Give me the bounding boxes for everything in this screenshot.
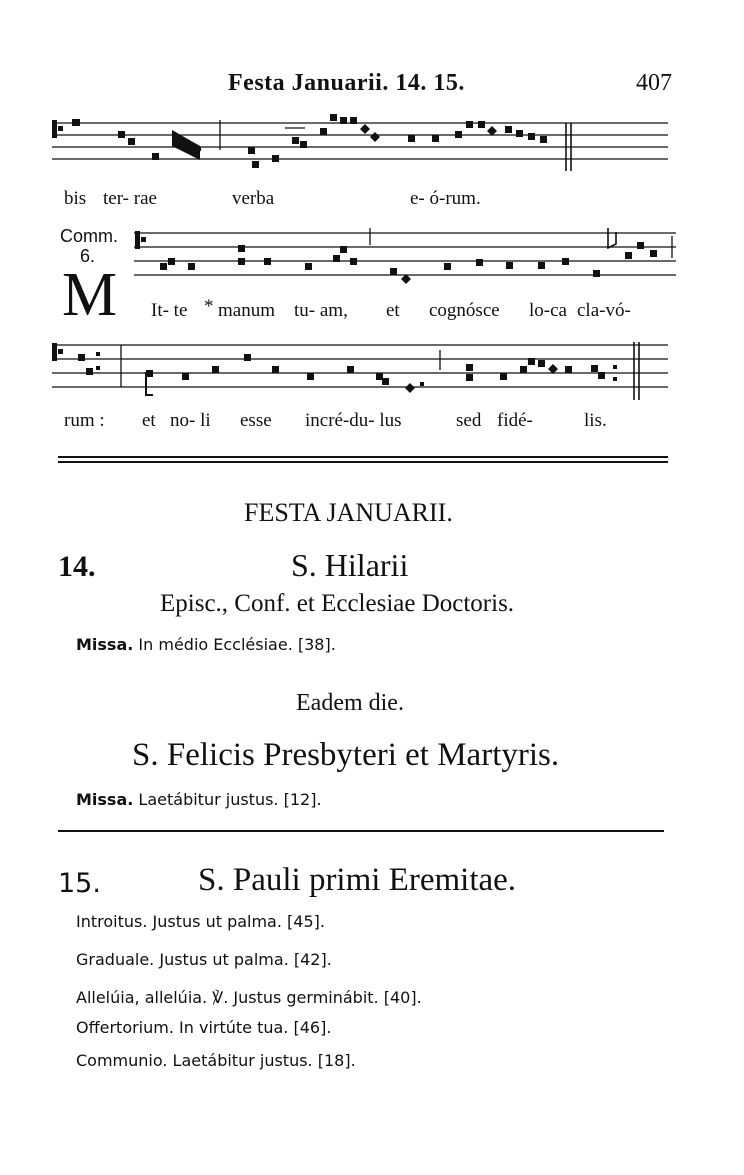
proper-text: ℣. Justus germinábit. xyxy=(212,988,379,1007)
lyric-itte: It- te xyxy=(151,300,188,321)
proper-text: Justus ut palma. xyxy=(159,950,289,969)
proper-label: Graduale. xyxy=(76,950,155,969)
proper-ref: [42]. xyxy=(293,950,332,969)
feast-15-saint: S. Pauli primi Eremitae. xyxy=(198,862,517,898)
page-number: 407 xyxy=(636,70,672,96)
lyric-incredulus: incré-du- lus xyxy=(305,410,402,431)
proper-label: Allelúia, allelúia. xyxy=(76,988,208,1007)
proper-alleluia xyxy=(76,988,422,1007)
lyric-eorum: e- ó-rum. xyxy=(410,188,481,209)
proper-introitus xyxy=(76,912,325,931)
feast-number-15: 15. xyxy=(58,868,101,899)
running-title: Festa Januarii. 14. 15. xyxy=(228,70,465,96)
lyric-cognosce: cognósce xyxy=(429,300,500,321)
feast-14-missa xyxy=(76,635,336,654)
missa-label: Missa. xyxy=(76,635,134,654)
eadem-saint: S. Felicis Presbyteri et Martyris. xyxy=(132,737,560,773)
lyric-esse: esse xyxy=(240,410,272,431)
missa-ref: [12]. xyxy=(283,790,322,809)
lyric-lis: lis. xyxy=(584,410,607,431)
section-title: FESTA JANUARII. xyxy=(244,498,453,527)
eadem-missa xyxy=(76,790,322,809)
chant-label-mode: 6. xyxy=(80,246,96,266)
missa-label: Missa. xyxy=(76,790,134,809)
lyric-terrae: ter- rae xyxy=(103,188,157,209)
missa-text: In médio Ecclésiae. xyxy=(138,635,293,654)
proper-ref: [18]. xyxy=(317,1051,356,1070)
feast-14-subtitle: Episc., Conf. et Ecclesiae Doctoris. xyxy=(160,590,515,617)
lyric-manum: manum xyxy=(218,300,275,321)
lyric-noli: no- li xyxy=(170,410,211,431)
proper-label: Offertorium. xyxy=(76,1018,174,1037)
section-divider xyxy=(58,456,668,458)
proper-text: Justus ut palma. xyxy=(152,912,282,931)
proper-label: Introitus. xyxy=(76,912,148,931)
proper-offertorium xyxy=(76,1018,331,1037)
lyric-asterisk: * xyxy=(204,296,214,317)
lyric-loca: lo-ca xyxy=(529,300,567,321)
lyric-clavo: cla-vó- xyxy=(577,300,631,321)
proper-graduale xyxy=(76,950,332,969)
missa-ref: [38]. xyxy=(297,635,336,654)
lyric-bis: bis xyxy=(64,188,87,209)
section-divider-2 xyxy=(58,461,668,463)
feast-number-14: 14. xyxy=(58,550,96,583)
proper-label: Communio. xyxy=(76,1051,168,1070)
lyric-tuam: tu- am, xyxy=(294,300,348,321)
drop-capital: M xyxy=(62,261,118,329)
lyric-et: et xyxy=(386,300,400,321)
lyric-sed: sed xyxy=(456,410,482,431)
proper-text: In virtúte tua. xyxy=(179,1018,289,1037)
lyric-et-2: et xyxy=(142,410,156,431)
feast-divider xyxy=(58,830,664,832)
proper-ref: [40]. xyxy=(383,988,422,1007)
chant-label-comm: Comm. xyxy=(60,226,118,246)
feast-14-saint: S. Hilarii xyxy=(291,547,409,583)
proper-text: Laetábitur justus. xyxy=(172,1051,313,1070)
lyric-verba: verba xyxy=(232,188,275,209)
proper-communio xyxy=(76,1051,356,1070)
proper-ref: [45]. xyxy=(287,912,325,931)
eadem-die: Eadem die. xyxy=(296,690,404,716)
proper-ref: [46]. xyxy=(293,1018,332,1037)
lyric-rum: rum : xyxy=(64,410,105,431)
missa-text: Laetábitur justus. xyxy=(138,790,279,809)
lyric-fide: fidé- xyxy=(497,410,533,431)
